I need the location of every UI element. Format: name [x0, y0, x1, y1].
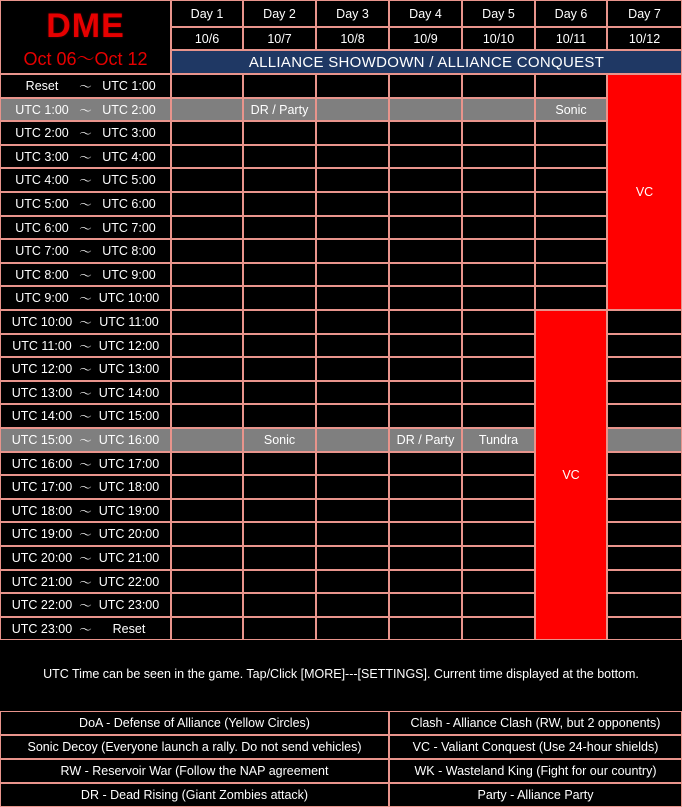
legend-item: Party - Alliance Party — [389, 783, 682, 807]
schedule-cell — [389, 404, 462, 428]
slot-end: UTC 18:00 — [98, 480, 160, 494]
schedule-cell — [243, 286, 316, 310]
legend-item: DoA - Defense of Alliance (Yellow Circles) — [0, 711, 389, 735]
event-cell: DR / Party — [389, 428, 462, 452]
date-header: 10/7 — [243, 27, 316, 50]
slot-start: UTC 20:00 — [11, 551, 73, 565]
schedule-cell — [462, 121, 535, 145]
time-slot — [0, 239, 171, 263]
slot-separator: ～ — [79, 363, 92, 377]
slot-start: UTC 17:00 — [11, 480, 73, 494]
slot-start: UTC 15:00 — [11, 433, 73, 447]
time-slot — [0, 357, 171, 381]
time-slot — [0, 381, 171, 404]
schedule-cell — [607, 593, 682, 617]
schedule-cell — [243, 121, 316, 145]
day-header: Day 4 — [389, 0, 462, 27]
schedule-cell — [243, 617, 316, 640]
schedule-cell — [171, 381, 243, 404]
schedule-cell — [607, 522, 682, 546]
slot-start: UTC 11:00 — [12, 338, 72, 353]
slot-end: Reset — [112, 621, 146, 636]
schedule-cell — [389, 168, 462, 192]
slot-start: UTC 10:00 — [11, 315, 73, 329]
slot-end: UTC 16:00 — [98, 433, 160, 447]
schedule-cell — [316, 192, 389, 216]
day-header: Day 7 — [607, 0, 682, 27]
schedule-cell — [389, 546, 462, 570]
schedule-cell — [243, 381, 316, 404]
time-slot — [0, 546, 171, 570]
slot-start: UTC 23:00 — [11, 621, 73, 636]
schedule-cell — [389, 239, 462, 263]
schedule-cell — [243, 357, 316, 381]
slot-end: UTC 23:00 — [98, 598, 160, 612]
schedule-cell — [389, 121, 462, 145]
schedule-cell — [316, 286, 389, 310]
schedule-cell — [316, 310, 389, 334]
slot-separator: ～ — [79, 599, 92, 613]
legend-item: DR - Dead Rising (Giant Zombies attack) — [0, 783, 389, 807]
schedule-cell — [171, 216, 243, 239]
schedule-cell — [462, 286, 535, 310]
time-slot — [0, 192, 171, 216]
schedule-cell — [171, 475, 243, 499]
day-header: Day 3 — [316, 0, 389, 27]
slot-start: UTC 2:00 — [15, 126, 69, 140]
slot-end: UTC 12:00 — [98, 338, 160, 353]
time-slot — [0, 404, 171, 428]
slot-end: UTC 1:00 — [102, 79, 156, 93]
schedule-cell — [607, 428, 682, 452]
time-slot — [0, 121, 171, 145]
schedule-cell — [171, 98, 243, 121]
slot-separator: ～ — [79, 245, 92, 259]
schedule-cell — [389, 286, 462, 310]
schedule-cell — [316, 522, 389, 546]
time-slot — [0, 216, 171, 239]
schedule-cell — [171, 121, 243, 145]
schedule-cell — [316, 570, 389, 593]
day-header: Day 5 — [462, 0, 535, 27]
slot-end: UTC 9:00 — [102, 267, 156, 282]
schedule-cell — [389, 381, 462, 404]
schedule-cell — [389, 357, 462, 381]
schedule-cell — [462, 263, 535, 286]
schedule-cell — [316, 145, 389, 168]
schedule-cell — [389, 593, 462, 617]
slot-end: UTC 21:00 — [98, 551, 160, 565]
legend-item: WK - Wasteland King (Fight for our country) — [389, 759, 682, 783]
time-slot — [0, 499, 171, 522]
slot-end: UTC 8:00 — [102, 244, 156, 258]
schedule-cell — [243, 475, 316, 499]
vc-block-day6: VC — [535, 310, 607, 640]
date-header: 10/12 — [607, 27, 682, 50]
schedule-cell — [171, 522, 243, 546]
schedule-cell — [389, 74, 462, 98]
schedule-cell — [389, 334, 462, 357]
schedule-cell — [171, 546, 243, 570]
event-cell: DR / Party — [243, 98, 316, 121]
slot-end: UTC 4:00 — [102, 149, 156, 164]
event-cell: Sonic — [535, 98, 607, 121]
schedule-cell — [535, 263, 607, 286]
schedule-cell — [462, 98, 535, 121]
slot-start: UTC 22:00 — [11, 598, 73, 612]
schedule-cell — [462, 475, 535, 499]
schedule-cell — [607, 404, 682, 428]
slot-start: UTC 5:00 — [15, 197, 69, 211]
date-header: 10/10 — [462, 27, 535, 50]
slot-separator: ～ — [79, 316, 92, 330]
schedule-cell — [389, 263, 462, 286]
schedule-cell — [462, 145, 535, 168]
slot-separator: ～ — [79, 103, 92, 118]
slot-end: UTC 5:00 — [102, 173, 156, 187]
legend-item: Clash - Alliance Clash (RW, but 2 opponents) — [389, 711, 682, 735]
slot-start: UTC 8:00 — [15, 267, 69, 282]
schedule-cell — [389, 310, 462, 334]
slot-end: UTC 14:00 — [98, 385, 160, 400]
schedule-cell — [535, 168, 607, 192]
time-slot — [0, 74, 171, 98]
slot-end: UTC 19:00 — [98, 503, 160, 518]
schedule-cell — [316, 98, 389, 121]
schedule-cell — [389, 617, 462, 640]
schedule-cell — [171, 310, 243, 334]
schedule-cell — [316, 593, 389, 617]
schedule-cell — [171, 239, 243, 263]
time-slot — [0, 310, 171, 334]
schedule-cell — [607, 546, 682, 570]
date-header: 10/8 — [316, 27, 389, 50]
schedule-cell — [462, 499, 535, 522]
schedule-cell — [462, 216, 535, 239]
slot-end: UTC 10:00 — [98, 291, 160, 305]
slot-start: Reset — [25, 79, 59, 93]
schedule-cell — [243, 522, 316, 546]
schedule-cell — [316, 334, 389, 357]
schedule-cell — [607, 617, 682, 640]
time-slot — [0, 286, 171, 310]
schedule-cell — [316, 357, 389, 381]
date-header: 10/6 — [171, 27, 243, 50]
time-slot — [0, 452, 171, 475]
time-slot — [0, 334, 171, 357]
slot-start: UTC 7:00 — [15, 244, 69, 258]
legend-item: Sonic Decoy (Everyone launch a rally. Do not send vehicles) — [0, 735, 389, 759]
time-slot — [0, 168, 171, 192]
slot-start: UTC 4:00 — [15, 173, 69, 187]
slot-separator: ～ — [79, 268, 92, 283]
schedule-cell — [243, 593, 316, 617]
schedule-cell — [316, 168, 389, 192]
event-banner: ALLIANCE SHOWDOWN / ALLIANCE CONQUEST — [171, 50, 682, 74]
schedule-cell — [316, 216, 389, 239]
logo-dates: Oct 06～Oct 12 — [23, 49, 148, 69]
schedule-cell — [243, 145, 316, 168]
schedule-cell — [171, 145, 243, 168]
schedule-cell — [171, 617, 243, 640]
schedule-cell — [171, 499, 243, 522]
slot-start: UTC 9:00 — [15, 291, 69, 305]
schedule-cell — [462, 381, 535, 404]
schedule-cell — [316, 428, 389, 452]
schedule-cell — [535, 239, 607, 263]
schedule-cell — [607, 334, 682, 357]
slot-start: UTC 21:00 — [11, 574, 73, 589]
schedule-cell — [171, 570, 243, 593]
schedule-cell — [462, 192, 535, 216]
schedule-cell — [316, 452, 389, 475]
vc-block-day7: VC — [607, 74, 682, 310]
schedule-cell — [462, 570, 535, 593]
slot-separator: ～ — [79, 221, 92, 236]
schedule-cell — [607, 499, 682, 522]
slot-separator: ～ — [79, 198, 92, 212]
slot-separator: ～ — [79, 339, 92, 354]
legend-item: RW - Reservoir War (Follow the NAP agreement — [0, 759, 389, 783]
slot-end: UTC 15:00 — [98, 409, 160, 423]
schedule-cell — [389, 145, 462, 168]
slot-end: UTC 7:00 — [102, 220, 156, 235]
schedule-cell — [243, 570, 316, 593]
time-slot — [0, 522, 171, 546]
schedule-cell — [462, 452, 535, 475]
slot-end: UTC 2:00 — [102, 102, 156, 117]
schedule-cell — [535, 192, 607, 216]
schedule-cell — [535, 286, 607, 310]
schedule-cell — [243, 334, 316, 357]
schedule-cell — [243, 216, 316, 239]
schedule-cell — [607, 452, 682, 475]
schedule-cell — [316, 121, 389, 145]
time-slot — [0, 263, 171, 286]
schedule-cell — [607, 357, 682, 381]
schedule-cell — [171, 404, 243, 428]
schedule-cell — [607, 570, 682, 593]
schedule-cell — [607, 310, 682, 334]
schedule-cell — [243, 74, 316, 98]
slot-start: UTC 19:00 — [11, 527, 73, 541]
time-slot — [0, 593, 171, 617]
schedule-cell — [462, 404, 535, 428]
slot-separator: ～ — [79, 127, 92, 141]
schedule-cell — [171, 452, 243, 475]
slot-start: UTC 14:00 — [11, 409, 73, 423]
schedule-cell — [316, 404, 389, 428]
schedule-cell — [462, 357, 535, 381]
slot-separator: ～ — [79, 434, 92, 448]
day-header: Day 2 — [243, 0, 316, 27]
time-slot — [0, 145, 171, 168]
schedule-cell — [535, 74, 607, 98]
date-header: 10/9 — [389, 27, 462, 50]
dme-logo — [0, 0, 171, 74]
schedule-cell — [462, 334, 535, 357]
slot-start: UTC 13:00 — [11, 385, 73, 400]
schedule-cell — [462, 546, 535, 570]
slot-separator: ～ — [79, 622, 92, 637]
slot-separator: ～ — [79, 150, 92, 165]
slot-separator: ～ — [79, 386, 92, 401]
day-header: Day 6 — [535, 0, 607, 27]
schedule-cell — [462, 593, 535, 617]
slot-end: UTC 20:00 — [98, 527, 160, 541]
schedule-cell — [389, 475, 462, 499]
slot-start: UTC 3:00 — [15, 149, 69, 164]
slot-separator: ～ — [79, 174, 92, 188]
slot-end: UTC 22:00 — [98, 574, 160, 589]
slot-separator: ～ — [79, 528, 92, 542]
schedule-cell — [462, 239, 535, 263]
schedule-cell — [171, 428, 243, 452]
schedule-cell — [316, 499, 389, 522]
time-slot — [0, 617, 171, 640]
schedule-cell — [389, 452, 462, 475]
slot-end: UTC 13:00 — [98, 362, 160, 376]
schedule-cell — [462, 617, 535, 640]
schedule-cell — [171, 334, 243, 357]
schedule-cell — [243, 404, 316, 428]
schedule-cell — [462, 168, 535, 192]
slot-end: UTC 11:00 — [99, 315, 159, 329]
slot-separator: ～ — [79, 410, 92, 424]
slot-start: UTC 12:00 — [11, 362, 73, 376]
event-cell: Tundra — [462, 428, 535, 452]
schedule-cell — [462, 310, 535, 334]
utc-note: UTC Time can be seen in the game. Tap/Click [MORE]---[SETTINGS]. Current time displayed at the bottom. — [43, 667, 639, 681]
slot-separator: ～ — [79, 504, 92, 519]
slot-separator: ～ — [79, 80, 92, 94]
slot-start: UTC 1:00 — [15, 102, 69, 117]
schedule-cell — [316, 617, 389, 640]
slot-start: UTC 16:00 — [11, 456, 73, 471]
time-slot — [0, 475, 171, 499]
schedule-cell — [316, 546, 389, 570]
legend-item: VC - Valiant Conquest (Use 24-hour shields) — [389, 735, 682, 759]
schedule-cell — [171, 357, 243, 381]
schedule-cell — [389, 192, 462, 216]
slot-end: UTC 3:00 — [102, 126, 156, 140]
schedule-cell — [389, 522, 462, 546]
schedule-cell — [389, 570, 462, 593]
slot-separator: ～ — [79, 457, 92, 472]
schedule-cell — [171, 168, 243, 192]
schedule-cell — [243, 239, 316, 263]
schedule-cell — [607, 381, 682, 404]
schedule-cell — [535, 121, 607, 145]
time-slot — [0, 570, 171, 593]
slot-separator: ～ — [79, 481, 92, 495]
schedule-cell — [389, 499, 462, 522]
schedule-cell — [243, 546, 316, 570]
slot-start: UTC 18:00 — [11, 503, 73, 518]
schedule-cell — [243, 263, 316, 286]
schedule-cell — [535, 216, 607, 239]
schedule-cell — [316, 475, 389, 499]
slot-end: UTC 17:00 — [98, 456, 160, 471]
schedule-cell — [316, 239, 389, 263]
schedule-cell — [171, 74, 243, 98]
schedule-cell — [243, 310, 316, 334]
schedule-cell — [316, 381, 389, 404]
schedule-cell — [243, 192, 316, 216]
slot-start: UTC 6:00 — [15, 220, 69, 235]
slot-separator: ～ — [79, 575, 92, 590]
schedule-cell — [462, 74, 535, 98]
time-slot — [0, 98, 171, 121]
day-header: Day 1 — [171, 0, 243, 27]
schedule-cell — [316, 74, 389, 98]
schedule-cell — [389, 216, 462, 239]
event-cell: Sonic — [243, 428, 316, 452]
schedule-cell — [171, 263, 243, 286]
schedule-cell — [462, 522, 535, 546]
schedule-cell — [607, 475, 682, 499]
schedule-cell — [243, 452, 316, 475]
schedule-cell — [171, 593, 243, 617]
date-header: 10/11 — [535, 27, 607, 50]
schedule-cell — [535, 145, 607, 168]
schedule-cell — [243, 168, 316, 192]
schedule-cell — [316, 263, 389, 286]
slot-end: UTC 6:00 — [102, 197, 156, 211]
schedule-cell — [171, 286, 243, 310]
schedule-cell — [243, 499, 316, 522]
slot-separator: ～ — [79, 552, 92, 566]
time-slot — [0, 428, 171, 452]
slot-separator: ～ — [79, 292, 92, 306]
logo-title: DME — [46, 7, 125, 45]
schedule-cell — [171, 192, 243, 216]
schedule-cell — [389, 98, 462, 121]
